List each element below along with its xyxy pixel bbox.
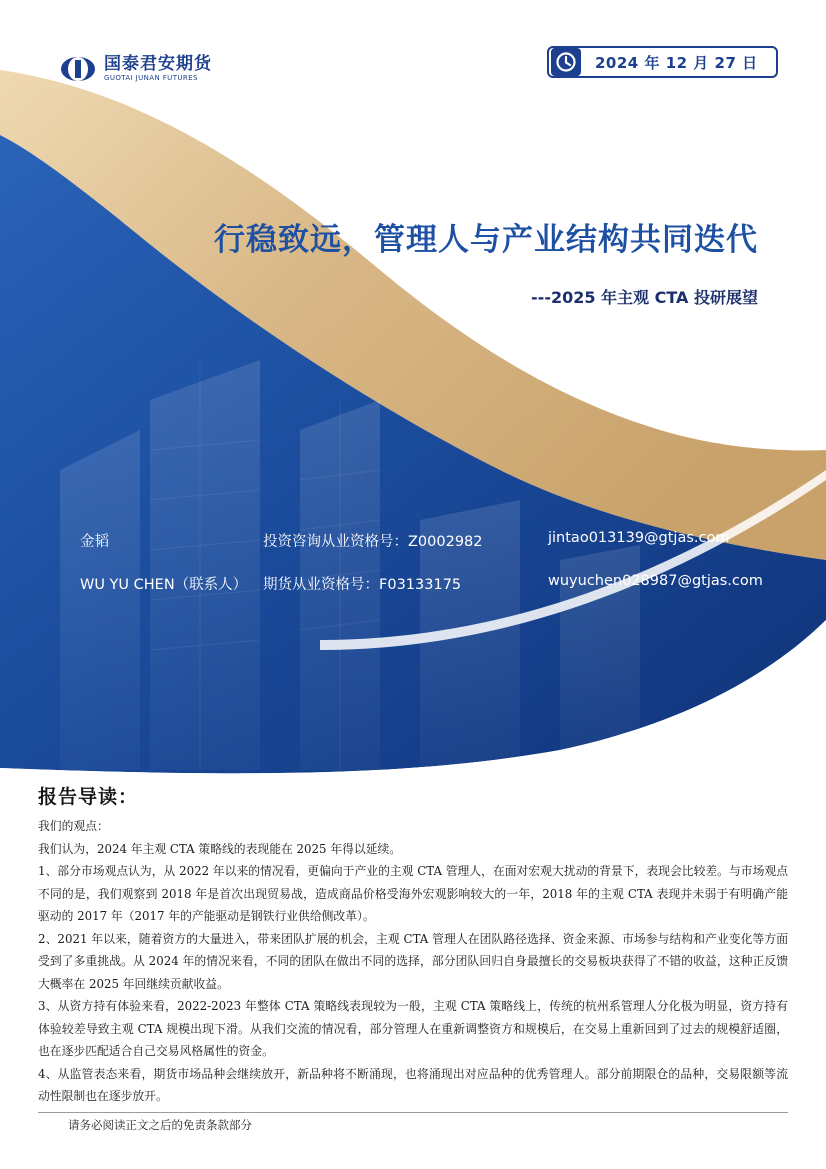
summary-body	[38, 815, 788, 1108]
summary-paragraph: 2、2021 年以来，随着资方的大量进入，带来团队扩展的机会，主观 CTA 管理人在团队路径选择、资金来源、市场参与结构和产业变化等方面受到了多重挑战。从 2024 年的情况来看，不同的团队在做出不同的选择，部分团队回归自身最擅长的交易板块获得了不错的收益，这种正反馈大概率在 2025 年回继续贡献收益。	[38, 931, 788, 991]
author-name: 金韬	[80, 534, 109, 550]
author-email[interactable]: wuyuchen028987@gtjas.com	[548, 573, 763, 589]
author-name: WU YU CHEN（联系人）	[80, 577, 248, 593]
author-row	[80, 573, 800, 595]
clock-icon	[551, 48, 581, 76]
author-certificate: 期货从业资格号：F03133175	[263, 577, 462, 593]
logo-mark-icon	[60, 56, 96, 82]
summary-paragraph: 1、部分市场观点认为，从 2022 年以来的情况看，更偏向于产业的主观 CTA 管理人，在面对宏观大扰动的背景下，表现会比较差。与市场观点不同的是，我们观察到 2018 年是首次出现贸易战，造成商品价格受海外宏观影响较大的一年，2018 年的主观 CTA 表现并未弱于有明确产能驱动的 2017 年（2017 年的产能驱动是钢铁行业供给侧改革）。	[38, 864, 788, 923]
logo-chinese-name: 国泰君安期货	[104, 54, 212, 74]
company-logo	[60, 52, 212, 86]
logo-english-name: GUOTAI JUNAN FUTURES	[104, 74, 198, 82]
summary-paragraph: 我们认为，2024 年主观 CTA 策略线的表现能在 2025 年得以延续。	[38, 841, 402, 856]
summary-paragraph: 3、从资方持有体验来看，2022-2023 年整体 CTA 策略线表现较为一般，主观 CTA 策略线上，传统的杭州系管理人分化极为明显，资方持有体验较差导致主观 CTA 规模出现下滑。从我们交流的情况看，部分管理人在重新调整资方和规模后，在交易上重新回到了过去的规模舒适圈，也在逐步匹配适合自己交易风格属性的资金。	[38, 999, 788, 1058]
author-certificate: 投资咨询从业资格号：Z0002982	[263, 534, 483, 550]
report-date-box	[547, 46, 778, 78]
footer-disclaimer: 请务必阅读正文之后的免责条款部分	[68, 1118, 252, 1132]
summary-paragraph: 我们的观点：	[38, 819, 109, 833]
report-subtitle: ---2025 年主观 CTA 投研展望	[531, 288, 758, 307]
summary-paragraph: 4、从监管表态来看，期货市场品种会继续放开，新品种将不断涌现，也将涌现出对应品种的优秀管理人。部分前期限仓的品种，交易限额等流动性限制也在逐步放开。	[38, 1066, 788, 1103]
summary-heading: 报告导读：	[38, 786, 139, 808]
report-title: 行稳致远，管理人与产业结构共同迭代	[214, 222, 758, 258]
footer-divider	[38, 1112, 788, 1113]
author-email[interactable]: jintao013139@gtjas.com	[548, 530, 730, 546]
author-row	[80, 530, 800, 552]
report-date: 2024 年 12 月 27 日	[595, 53, 758, 72]
